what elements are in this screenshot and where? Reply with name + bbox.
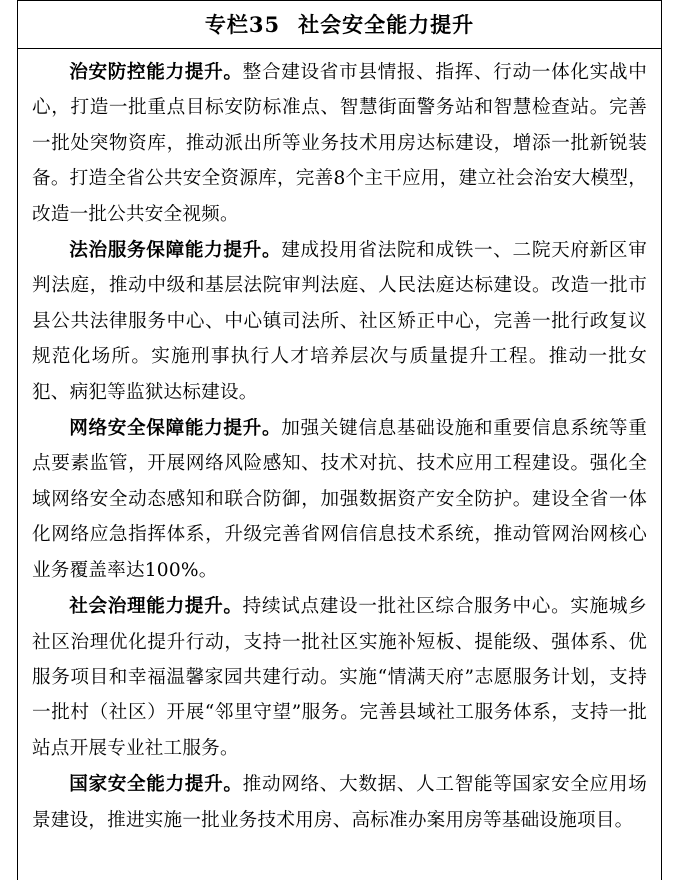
callout-box [17,0,662,880]
paragraph [32,411,647,588]
paragraph [32,55,647,232]
paragraph-text: 推动网络、大数据、人工智能等国家安全应用场景建设，推进实施一批业务技术用房、高标准办案用房等基础设施项目。 [32,774,647,831]
paragraph [32,767,647,838]
paragraph-lead: 法治服务保障能力提升。 [69,240,282,262]
page-title: 社会安全能力提升 [298,12,475,37]
paragraph [32,589,647,766]
paragraph-lead: 社会治理能力提升。 [69,596,243,618]
callout-title-bar [18,1,661,49]
paragraph-text: 持续试点建设一批社区综合服务中心。实施城乡社区治理优化提升行动，支持一批社区实施补短板、提能级、强体系、优服务项目和幸福温馨家园共建行动。实施“情满天府”志愿服务计划，支持一批村（社区）开展“邻里守望”服务。完善县域社工服务体系，支持一批站点开展专业社工服务。 [32,596,647,759]
paragraph-text: 加强关键信息基础设施和重要信息系统等重点要素监管，开展网络风险感知、技术对抗、技术应用工程建设。强化全域网络安全动态感知和联合防御，加强数据资产安全防护。建设全省一体化网络应急指挥体系，升级完善省网信信息技术系统，推动管网治网核心业务覆盖率达100%。 [32,418,647,581]
callout-body [18,49,661,838]
paragraph-lead: 网络安全保障能力提升。 [69,418,282,440]
paragraph-lead: 治安防控能力提升。 [69,62,243,83]
paragraph-lead: 国家安全能力提升。 [69,774,243,796]
paragraph [32,233,647,410]
paragraph-text: 建成投用省法院和成铁一、二院天府新区审判法庭，推动中级和基层法院审判法庭、人民法庭达标建设。改造一批市县公共法律服务中心、中心镇司法所、社区矫正中心，完善一批行政复议规范化场所。实施刑事执行人才培养层次与质量提升工程。推动一批女犯、病犯等监狱达标建设。 [32,240,647,403]
paragraph-text: 整合建设省市县情报、指挥、行动一体化实战中心，打造一批重点目标安防标准点、智慧街面警务站和智慧检查站。完善一批处突物资库，推动派出所等业务技术用房达标建设，增添一批新锐装备。打造全省公共安全资源库，完善8个主干应用，建立社会治安大模型，改造一批公共安全视频。 [32,62,647,225]
callout-number: 专栏35 [204,12,281,37]
